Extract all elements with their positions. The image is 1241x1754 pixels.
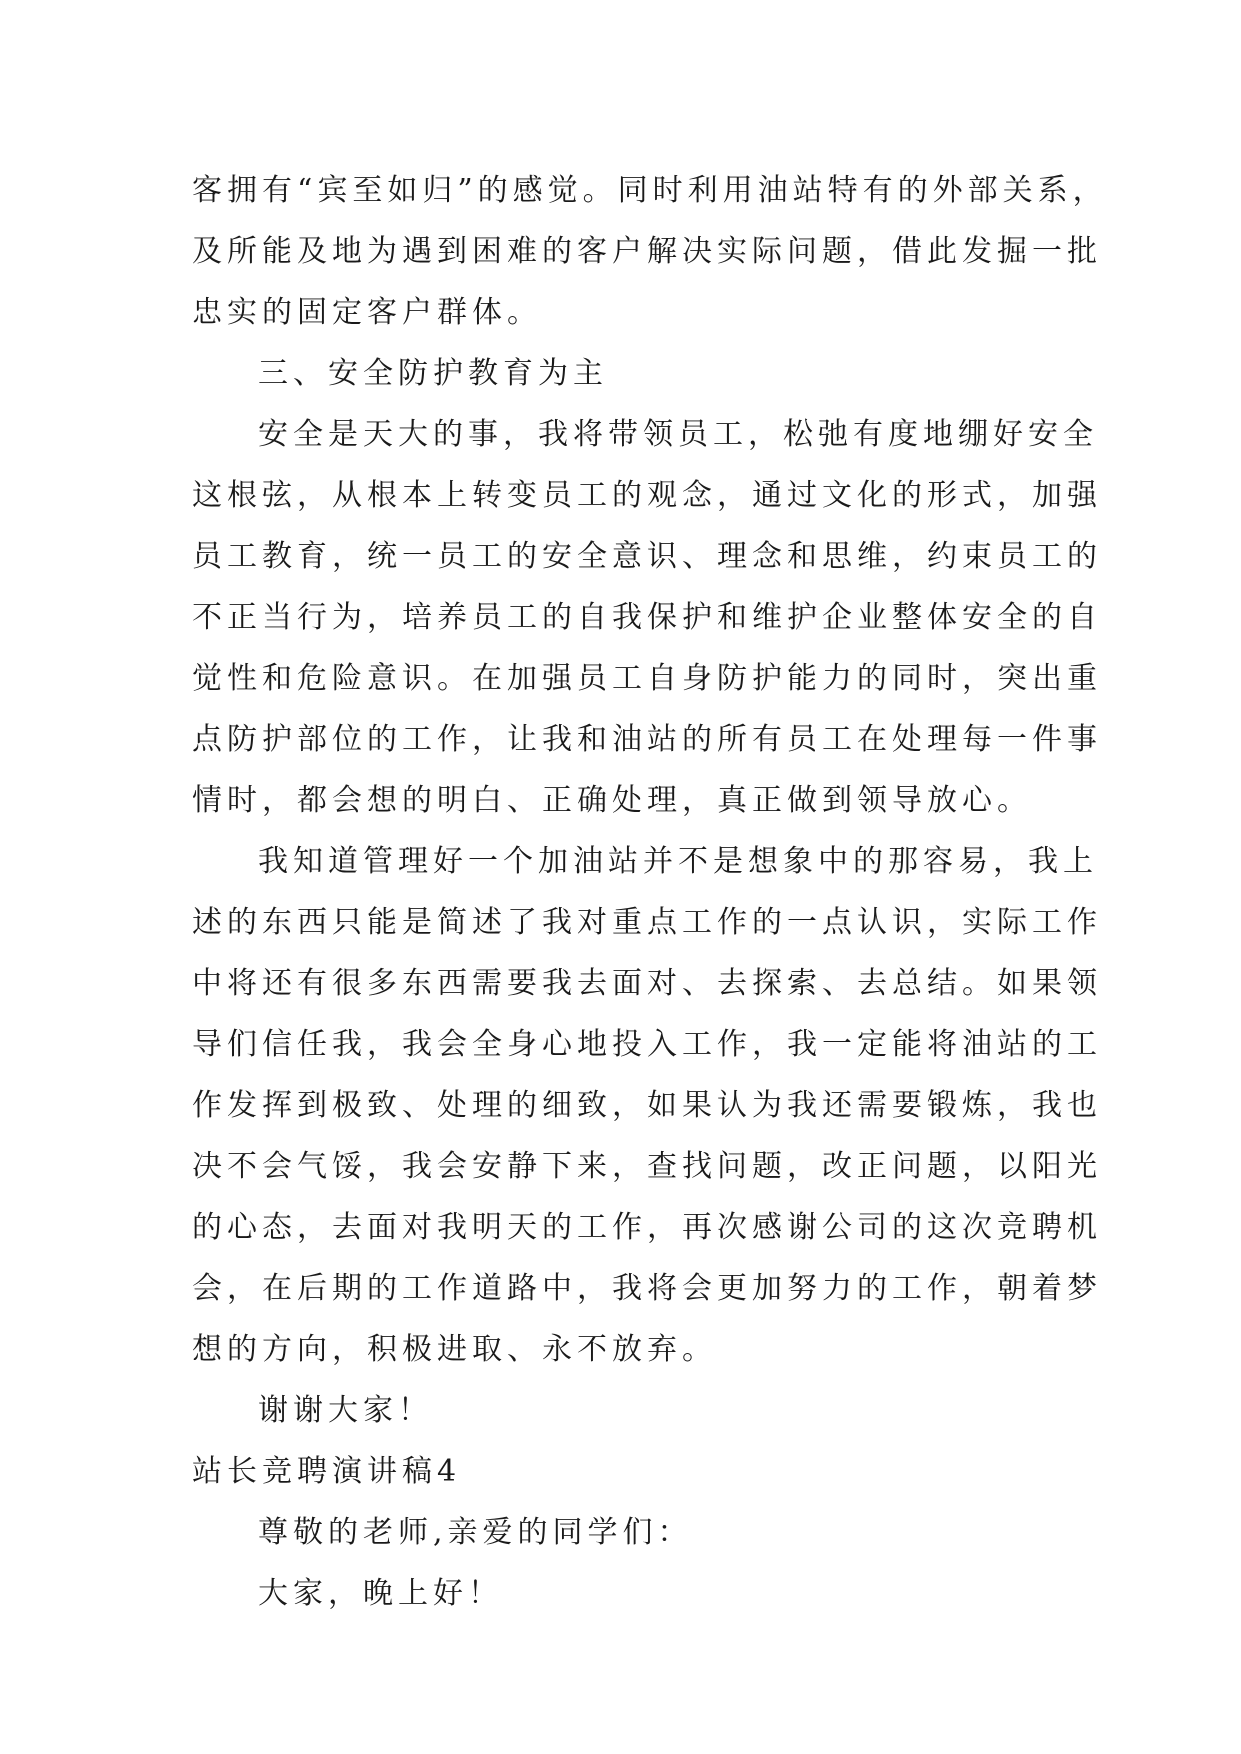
text-line: 的心态，去面对我明天的工作，再次感谢公司的这次竞聘机 [192,1210,1102,1245]
text-line: 决不会气馁，我会安静下来，查找问题，改正问题，以阳光 [192,1149,1102,1184]
text-line: 不正当行为，培养员工的自我保护和维护企业整体安全的自 [192,600,1102,635]
text-line: 觉性和危险意识。在加强员工自身防护能力的同时，突出重 [192,661,1102,696]
text-line: 及所能及地为遇到困难的客户解决实际问题，借此发掘一批 [192,234,1102,269]
text-line: 想的方向，积极进取、永不放弃。 [192,1332,717,1367]
text-line: 员工教育，统一员工的安全意识、理念和思维，约束员工的 [192,539,1102,574]
text-line: 述的东西只能是简述了我对重点工作的一点认识，实际工作 [192,905,1102,940]
text-line: 会，在后期的工作道路中，我将会更加努力的工作，朝着梦 [192,1271,1102,1306]
document-body [192,160,1108,1624]
text-line: 中将还有很多东西需要我去面对、去探索、去总结。如果领 [192,966,1102,1001]
text-line: 忠实的固定客户群体。 [192,295,542,330]
text-line: 作发挥到极致、处理的细致，如果认为我还需要锻炼，我也 [192,1088,1102,1123]
section-heading: 三、安全防护教育为主 [258,356,608,391]
text-line: 安全是天大的事，我将带领员工，松弛有度地绷好安全 [258,417,1098,452]
text-line: 这根弦，从根本上转变员工的观念，通过文化的形式，加强 [192,478,1102,513]
text-line: 客拥有“宾至如归”的感觉。同时利用油站特有的外部关系， [192,173,1108,208]
document-title: 站长竞聘演讲稿4 [192,1454,462,1489]
salutation-line: 尊敬的老师,亲爱的同学们： [258,1515,693,1550]
text-line: 点防护部位的工作，让我和油站的所有员工在处理每一件事 [192,722,1102,757]
text-line: 我知道管理好一个加油站并不是想象中的那容易，我上 [258,844,1098,879]
greeting-line: 大家，晚上好！ [258,1576,503,1611]
closing-line: 谢谢大家！ [258,1393,433,1428]
text-line: 情时，都会想的明白、正确处理，真正做到领导放心。 [192,783,1032,818]
text-line: 导们信任我，我会全身心地投入工作，我一定能将油站的工 [192,1027,1102,1062]
